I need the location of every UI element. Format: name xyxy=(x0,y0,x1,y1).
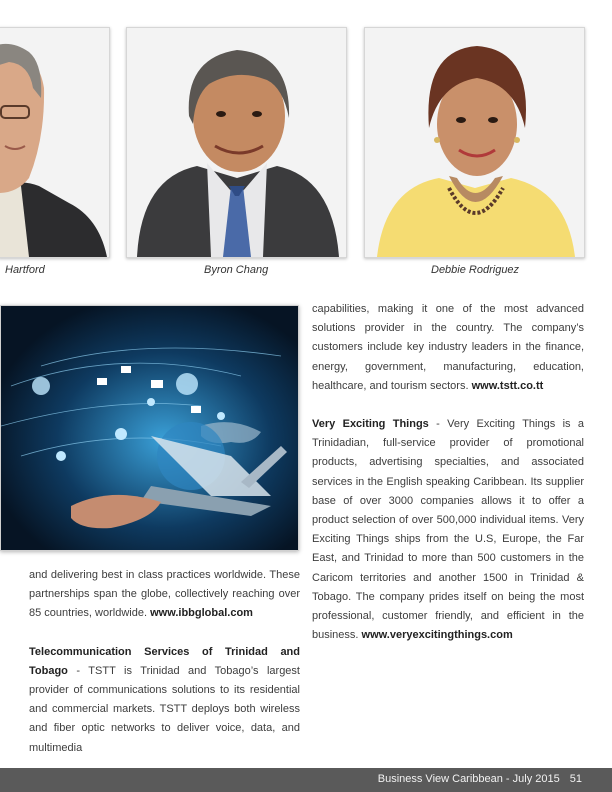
publication-name: Business View Caribbean - July 2015 xyxy=(377,773,560,785)
ibbglobal-link[interactable]: www.ibbglobal.com xyxy=(150,607,253,620)
veryexcitingthings-link[interactable]: www.veryexcitingthings.com xyxy=(361,629,513,642)
caption-debbie-rodriguez: Debbie Rodriguez xyxy=(431,264,520,276)
caption-hartford: Hartford xyxy=(5,264,45,276)
tstt-link[interactable]: www.tstt.co.tt xyxy=(471,379,544,392)
right-column xyxy=(312,300,584,645)
very-exciting-things-heading: Very Exciting Things xyxy=(312,418,429,431)
left-column xyxy=(29,566,300,758)
portrait-hartford xyxy=(0,27,110,258)
portrait-debbie-rodriguez xyxy=(364,27,585,258)
right-paragraph-1: capabilities, making it one of the most advanced solutions provider in the country. The company’s customers include key industry leaders in the finance, energy, government, manufacturing, education, healthcare, and tourism sectors. www.tstt.co.tt xyxy=(312,303,584,392)
page-number: 51 xyxy=(569,773,582,785)
left-paragraph-1: and delivering best in class practices worldwide. These partnerships span the globe, collectively reaching over 85 countries, worldwide. www.ibbglobal.com xyxy=(29,569,300,620)
caption-byron-chang: Byron Chang xyxy=(204,264,269,276)
left-paragraph-2: Telecommunication Services of Trinidad and Tobago - TSTT is Trinidad and Tobago’s largest provider of communications solutions to its residential and commercial markets. TSTT deploys both wireless and fiber optic networks to deliver voice, data, and multimedia xyxy=(29,645,300,754)
technology-network-illustration xyxy=(0,305,299,551)
footer-text xyxy=(378,773,582,785)
tstt-heading: Telecommunication Services of Trinidad and Tobago xyxy=(29,645,300,677)
portrait-byron-chang xyxy=(126,27,347,258)
page-footer xyxy=(0,768,612,792)
right-paragraph-2: Very Exciting Things - Very Exciting Things is a Trinidadian, full-service provider of promotional products, advertising specialties, and associated services in the English speaking Caribbean. Its supplier base of over 3000 companies allows it to offer a product selection of over 500,000 individual items. Very Exciting Things ships from the U.S, Europe, the Far East, and Trinidad to more than 500 customers in the Caricom territories and another 1500 in Trinidad & Tobago. The company prides itself on being the most professional, customer friendly, and efficient in the business. www.veryexcitingthings.com xyxy=(312,418,584,642)
